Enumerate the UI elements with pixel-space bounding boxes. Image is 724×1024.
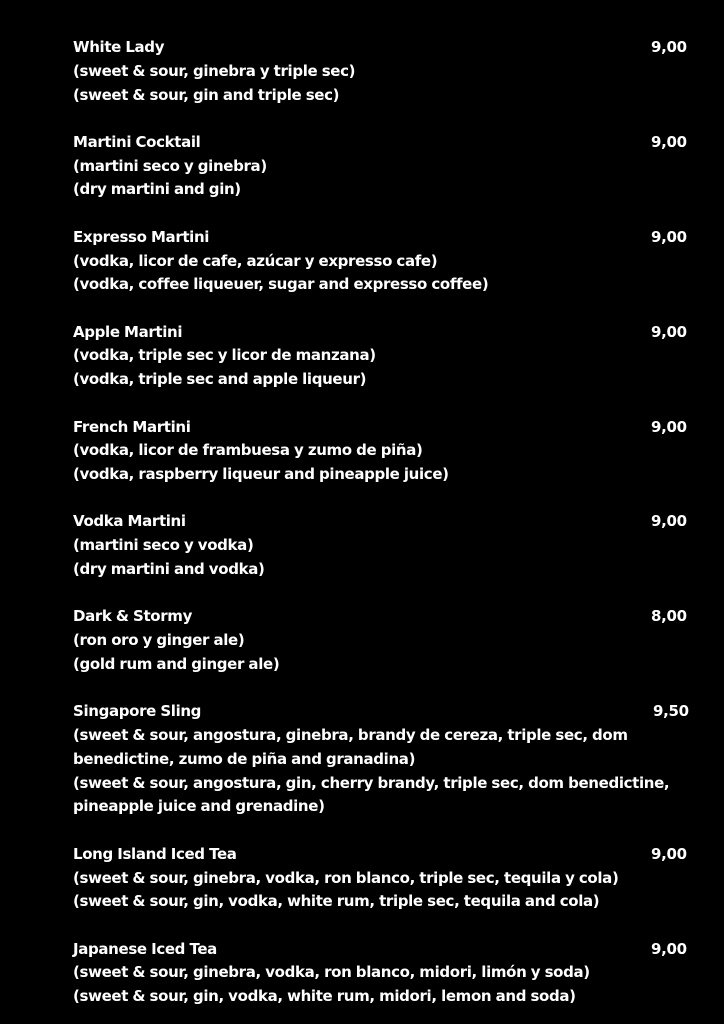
item-description-es: (ron oro y ginger ale) (73, 631, 245, 650)
item-price: 8,00 (651, 607, 687, 626)
item-name: Japanese Iced Tea (73, 939, 217, 958)
item-description-en: (dry martini and gin) (73, 180, 241, 199)
item-name: Expresso Martini (73, 227, 210, 246)
item-name: White Lady (73, 38, 165, 56)
item-description-en: (sweet & sour, angostura, gin, cherry brandy, triple sec, dom benedictine, pineapple juice and grenadine) (73, 773, 670, 816)
item-description-en: (vodka, coffee liqueuer, sugar and expresso coffee) (73, 275, 489, 294)
item-price: 9,00 (651, 38, 687, 56)
item-name: French Martini (73, 417, 191, 436)
item-description-es: (vodka, triple sec y licor de manzana) (73, 346, 376, 365)
item-name: Long Island Iced Tea (73, 844, 237, 863)
item-name: Vodka Martini (73, 512, 186, 531)
item-description-en: (sweet & sour, gin, vodka, white rum, midori, lemon and soda) (73, 987, 576, 1006)
item-name: Singapore Sling (73, 702, 202, 721)
menu-item-martini-cocktail (73, 131, 693, 202)
cocktail-menu (73, 36, 693, 1009)
item-description-es: (martini seco y ginebra) (73, 156, 267, 175)
item-description-en: (dry martini and vodka) (73, 560, 265, 579)
item-price: 9,00 (651, 939, 687, 958)
menu-item-japanese-iced-tea (73, 938, 693, 1009)
item-name: Dark & Stormy (73, 607, 193, 626)
item-price: 9,00 (651, 227, 687, 246)
item-price: 9,50 (653, 702, 689, 721)
menu-item-dark-and-stormy (73, 605, 693, 676)
menu-item-expresso-martini (73, 226, 693, 297)
item-description-en: (gold rum and ginger ale) (73, 654, 280, 673)
item-price: 9,00 (651, 512, 687, 531)
menu-item-french-martini (73, 416, 693, 487)
item-description-en: (vodka, raspberry liqueur and pineapple juice) (73, 465, 449, 484)
item-description-en: (sweet & sour, gin, vodka, white rum, triple sec, tequila and cola) (73, 892, 600, 911)
item-name: Apple Martini (73, 322, 183, 341)
item-price: 9,00 (651, 322, 687, 341)
menu-item-apple-martini (73, 321, 693, 392)
item-description-es: (sweet & sour, ginebra, vodka, ron blanco, triple sec, tequila y cola) (73, 868, 619, 887)
item-name: Martini Cocktail (73, 132, 201, 151)
menu-item-white-lady (73, 36, 693, 107)
menu-item-vodka-martini (73, 510, 693, 581)
item-description-es: (sweet & sour, ginebra y triple sec) (73, 61, 356, 80)
item-description-en: (vodka, triple sec and apple liqueur) (73, 370, 367, 389)
item-description-es: (vodka, licor de frambuesa y zumo de piña) (73, 441, 423, 460)
item-price: 9,00 (651, 417, 687, 436)
item-description-es: (martini seco y vodka) (73, 536, 254, 555)
item-description-en: (sweet & sour, gin and triple sec) (73, 85, 340, 104)
menu-item-singapore-sling (73, 700, 693, 819)
item-price: 9,00 (651, 844, 687, 863)
item-description-es: (vodka, licor de cafe, azúcar y expresso cafe) (73, 251, 438, 270)
menu-item-long-island-iced-tea (73, 843, 693, 914)
item-description-es: (sweet & sour, angostura, ginebra, brandy de cereza, triple sec, dom benedictine, zumo de piña and granadina) (73, 726, 628, 768)
item-description-es: (sweet & sour, ginebra, vodka, ron blanco, midori, limón y soda) (73, 963, 590, 982)
item-price: 9,00 (651, 132, 687, 151)
